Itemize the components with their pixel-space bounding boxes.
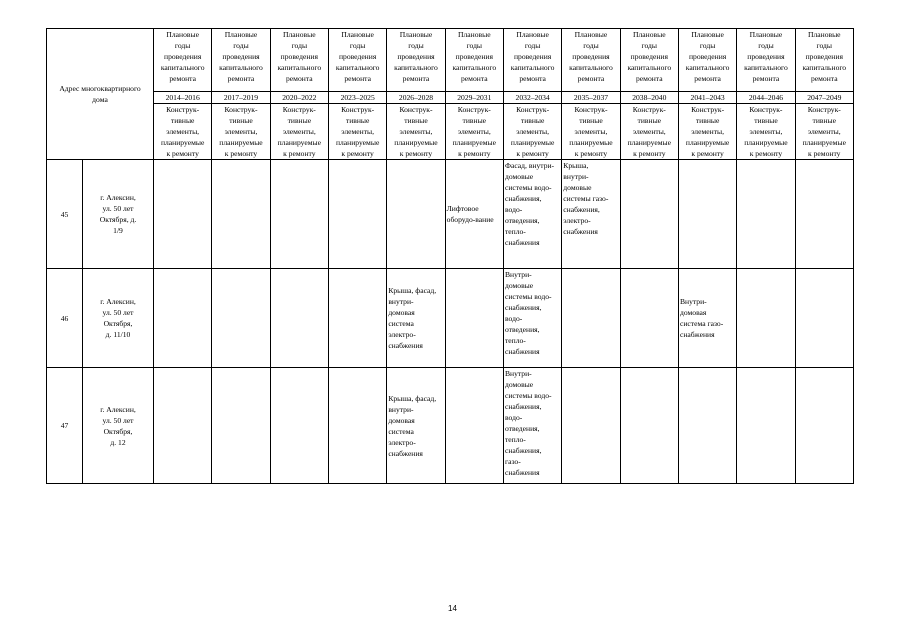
repair-cell [620, 160, 678, 269]
repair-cell: Крыша, фасад, внутри- домовая система электро- снабжения [387, 269, 445, 368]
repair-cell: Внутри- домовая система газо- снабжения [678, 269, 736, 368]
period-header: Плановые годы проведения капитального ремонта [503, 29, 561, 92]
table-row [47, 160, 854, 269]
repair-cell [212, 160, 270, 269]
repair-cell: Фасад, внутри- домовые системы водо- снабжения, водо- отведения, тепло- снабжения [503, 160, 561, 269]
repair-cell [445, 368, 503, 484]
repair-cell: Внутри- домовые системы водо- снабжения, водо- отведения, тепло- снабжения [503, 269, 561, 368]
period-header: Плановые годы проведения капитального ремонта [270, 29, 328, 92]
elements-header: Конструк- тивные элементы, планируемые к ремонту [212, 104, 270, 160]
period-years: 2029–2031 [445, 92, 503, 104]
elements-header: Конструк- тивные элементы, планируемые к ремонту [445, 104, 503, 160]
repair-cell [154, 160, 212, 269]
elements-header: Конструк- тивные элементы, планируемые к ремонту [270, 104, 328, 160]
repair-cell [737, 368, 795, 484]
period-years: 2038–2040 [620, 92, 678, 104]
repair-cell [678, 160, 736, 269]
period-header: Плановые годы проведения капитального ремонта [154, 29, 212, 92]
period-header: Плановые годы проведения капитального ремонта [328, 29, 386, 92]
header-row-elements [47, 104, 854, 160]
address-column-header: Адрес многоквартирного дома [47, 29, 154, 160]
page-number: 14 [448, 604, 457, 613]
elements-header: Конструк- тивные элементы, планируемые к ремонту [387, 104, 445, 160]
repair-cell [212, 269, 270, 368]
period-header: Плановые годы проведения капитального ремонта [737, 29, 795, 92]
row-number: 46 [47, 269, 83, 368]
row-number: 47 [47, 368, 83, 484]
period-years: 2035–2037 [562, 92, 620, 104]
elements-header: Конструк- тивные элементы, планируемые к ремонту [620, 104, 678, 160]
row-number: 45 [47, 160, 83, 269]
elements-header: Конструк- тивные элементы, планируемые к ремонту [795, 104, 853, 160]
repair-cell [620, 368, 678, 484]
repair-cell: Крыша, фасад, внутри- домовая система электро- снабжения [387, 368, 445, 484]
period-years: 2026–2028 [387, 92, 445, 104]
period-years: 2023–2025 [328, 92, 386, 104]
repair-cell [154, 368, 212, 484]
building-address: г. Алексин, ул. 50 лет Октября, д. 11/10 [83, 269, 154, 368]
repair-cell: Внутри- домовые системы водо- снабжения, водо- отведения, тепло- снабжения, газо- снабжения [503, 368, 561, 484]
header-row-years [47, 92, 854, 104]
repair-cell: Лифтовое оборудо-вание [445, 160, 503, 269]
period-years: 2017–2019 [212, 92, 270, 104]
period-header: Плановые годы проведения капитального ремонта [678, 29, 736, 92]
repair-cell [795, 368, 853, 484]
repair-cell [270, 269, 328, 368]
repair-cell [445, 269, 503, 368]
repair-cell [678, 368, 736, 484]
header-row-periods [47, 29, 854, 92]
period-header: Плановые годы проведения капитального ремонта [620, 29, 678, 92]
table-row [47, 368, 854, 484]
elements-header: Конструк- тивные элементы, планируемые к ремонту [678, 104, 736, 160]
repair-cell [562, 269, 620, 368]
repair-cell [795, 160, 853, 269]
repair-cell [270, 368, 328, 484]
elements-header: Конструк- тивные элементы, планируемые к ремонту [503, 104, 561, 160]
period-header: Плановые годы проведения капитального ремонта [562, 29, 620, 92]
repair-cell: Крыша, внутри- домовые системы газо- снабжения, электро- снабжения [562, 160, 620, 269]
repair-cell [212, 368, 270, 484]
repair-cell [328, 269, 386, 368]
elements-header: Конструк- тивные элементы, планируемые к ремонту [737, 104, 795, 160]
repair-cell [387, 160, 445, 269]
capital-repair-table [46, 28, 854, 484]
repair-cell [737, 160, 795, 269]
period-header: Плановые годы проведения капитального ремонта [445, 29, 503, 92]
repair-cell [795, 269, 853, 368]
period-years: 2020–2022 [270, 92, 328, 104]
period-header: Плановые годы проведения капитального ремонта [795, 29, 853, 92]
repair-cell [562, 368, 620, 484]
period-years: 2047–2049 [795, 92, 853, 104]
building-address: г. Алексин, ул. 50 лет Октября, д. 12 [83, 368, 154, 484]
repair-cell [737, 269, 795, 368]
period-header: Плановые годы проведения капитального ремонта [212, 29, 270, 92]
elements-header: Конструк- тивные элементы, планируемые к ремонту [562, 104, 620, 160]
period-header: Плановые годы проведения капитального ремонта [387, 29, 445, 92]
repair-cell [270, 160, 328, 269]
repair-cell [328, 160, 386, 269]
elements-header: Конструк- тивные элементы, планируемые к ремонту [328, 104, 386, 160]
period-years: 2044–2046 [737, 92, 795, 104]
period-years: 2041–2043 [678, 92, 736, 104]
building-address: г. Алексин, ул. 50 лет Октября, д. 1/9 [83, 160, 154, 269]
elements-header: Конструк- тивные элементы, планируемые к ремонту [154, 104, 212, 160]
period-years: 2032–2034 [503, 92, 561, 104]
period-years: 2014–2016 [154, 92, 212, 104]
repair-cell [328, 368, 386, 484]
repair-cell [620, 269, 678, 368]
table-row [47, 269, 854, 368]
repair-cell [154, 269, 212, 368]
